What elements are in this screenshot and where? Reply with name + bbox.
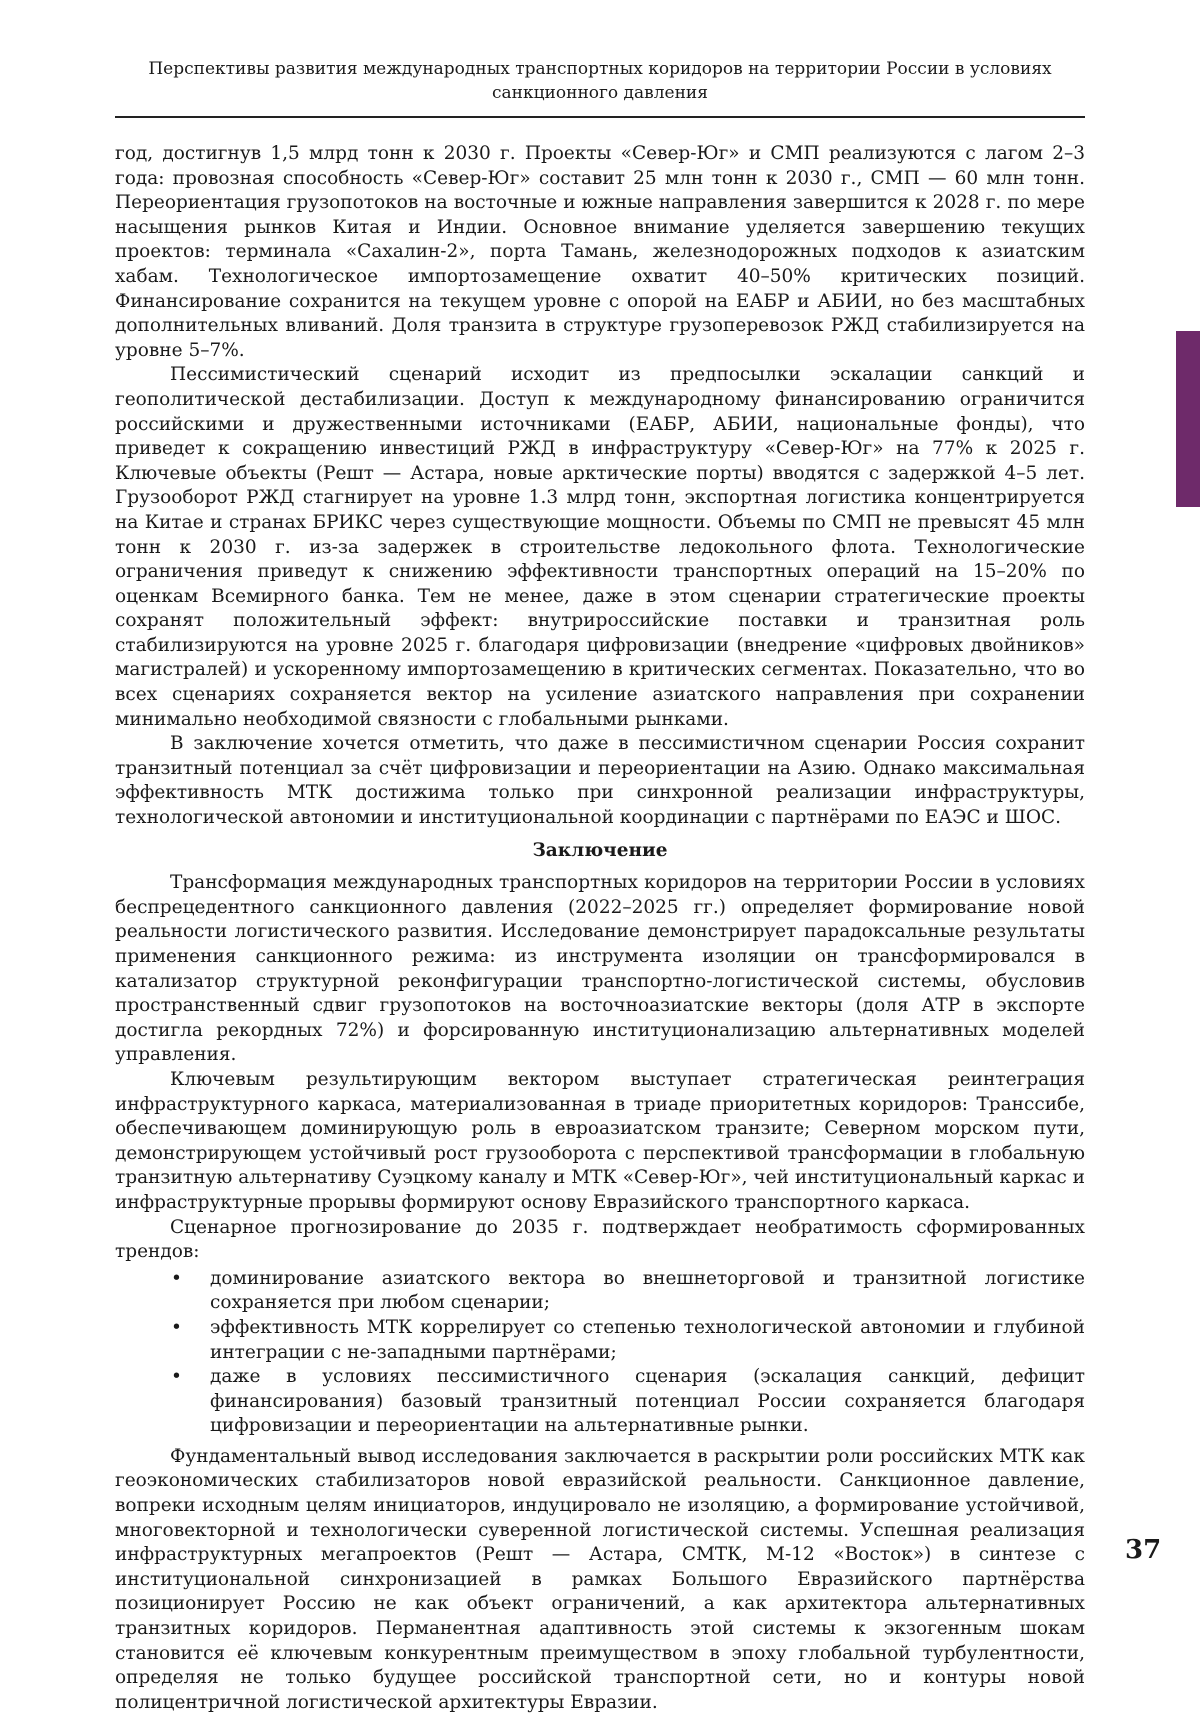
section-side-tab — [1176, 331, 1200, 507]
trend-list — [115, 1267, 1085, 1439]
running-header-line-1: Перспективы развития международных транспортных коридоров на территории России в условиях — [115, 57, 1085, 81]
paragraph-conclusion-2: Ключевым результирующим вектором выступает стратегическая реинтеграция инфраструктурного каркаса, материализованная в триаде приоритетных коридоров: Транссибе, обеспечивающем доминирующую роль в евроазиатском транзите; Северном морском пути, демонстрирующем устойчивый рост грузооборота с перспективой трансформации в глобальную транзитную альтернативу Суэцкому каналу и МТК «Север-Юг», чей институциональный каркас и инфраструктурные прорывы формируют основу Евразийского транспортного каркаса. — [115, 1068, 1085, 1216]
paragraph-conclusion-final: Фундаментальный вывод исследования заключается в раскрытии роли российских МТК как геоэкономических стабилизаторов новой евразийской реальности. Санкционное давление, вопреки исходным целям инициаторов, индуцировало не изоляцию, а формирование устойчивой, многовекторной и технологически суверенной логистической системы. Успешная реализация инфраструктурных мегапроектов (Решт — Астара, СМТК, М-12 «Восток») в синтезе с институциональной синхронизацией в рамках Большого Евразийского партнёрства позиционирует Россию не как объект ограничений, а как архитектора альтернативных транзитных коридоров. Перманентная адаптивность этой системы к экзогенным шокам становится её ключевым конкурентным преимуществом в эпоху глобальной турбулентности, определяя не только будущее российской транспортной сети, но и контуры новой полицентричной логистической архитектуры Евразии. — [115, 1445, 1085, 1715]
journal-page — [0, 0, 1200, 1697]
bullet-icon: • — [171, 1267, 182, 1292]
bullet-icon: • — [171, 1316, 182, 1341]
list-item: • эффективность МТК коррелирует со степенью технологической автономии и глубиной интеграции с не-западными партнёрами; — [115, 1316, 1085, 1365]
paragraph-conclusion-3: Сценарное прогнозирование до 2035 г. подтверждает необратимость сформированных трендов: — [115, 1216, 1085, 1265]
running-header — [115, 57, 1085, 105]
bullet-icon: • — [171, 1365, 182, 1390]
running-header-line-2: санкционного давления — [115, 81, 1085, 105]
paragraph-closing-remark: В заключение хочется отметить, что даже в пессимистичном сценарии Россия сохранит транзитный потенциал за счёт цифровизации и переориентации на Азию. Однако максимальная эффективность МТК достижима только при синхронной реализации инфраструктуры, технологической автономии и институциональной координации с партнёрами по ЕАЭС и ШОС. — [115, 732, 1085, 830]
paragraph-pessimistic-scenario: Пессимистический сценарий исходит из предпосылки эскалации санкций и геополитической дестабилизации. Доступ к международному финансированию ограничится российскими и дружественными источниками (ЕАБР, АБИИ, национальные фонды), что приведет к сокращению инвестиций РЖД в инфраструктуру «Север-Юг» на 77% к 2025 г. Ключевые объекты (Решт — Астара, новые арктические порты) вводятся с задержкой 4–5 лет. Грузооборот РЖД стагнирует на уровне 1.3 млрд тонн, экспортная логистика концентрируется на Китае и странах БРИКС через существующие мощности. Объемы по СМП не превысят 45 млн тонн к 2030 г. из-за задержек в строительстве ледокольного флота. Технологические ограничения приведут к снижению эффективности транспортных операций на 15–20% по оценкам Всемирного банка. Тем не менее, даже в этом сценарии стратегические проекты сохранят положительный эффект: внутрироссийские поставки и транзитная роль стабилизируются на уровне 2025 г. благодаря цифровизации (внедрение «цифровых двойников» магистралей) и ускоренному импортозамещению в критических сегментах. Показательно, что во всех сценариях сохраняется вектор на усиление азиатского направления при сохранении минимально необходимой связности с глобальными рынками. — [115, 363, 1085, 732]
section-title-conclusion: Заключение — [115, 839, 1085, 864]
paragraph-baseline-scenario-end: год, достигнув 1,5 млрд тонн к 2030 г. Проекты «Север-Юг» и СМП реализуются с лагом 2–3 года: провозная способность «Север-Юг» составит 25 млн тонн к 2030 г., СМП — 60 млн тонн. Переориентация грузопотоков на восточные и южные направления завершится к 2028 г. по мере насыщения рынков Китая и Индии. Основное внимание уделяется завершению текущих проектов: терминала «Сахалин-2», порта Тамань, железнодорожных подходов к азиатским хабам. Технологическое импортозамещение охватит 40–50% критических позиций. Финансирование сохранится на текущем уровне с опорой на ЕАБР и АБИИ, но без масштабных дополнительных вливаний. Доля транзита в структуре грузоперевозок РЖД стабилизируется на уровне 5–7%. — [115, 142, 1085, 363]
article-body — [115, 142, 1085, 1715]
list-item: • даже в условиях пессимистичного сценария (эскалация санкций, дефицит финансирования) базовый транзитный потенциал России сохраняется благодаря цифровизации и переориентации на альтернативные рынки. — [115, 1365, 1085, 1439]
page-number: 37 — [1125, 1535, 1161, 1565]
paragraph-conclusion-1: Трансформация международных транспортных коридоров на территории России в условиях беспрецедентного санкционного давления (2022–2025 гг.) определяет формирование новой реальности логистического развития. Исследование демонстрирует парадоксальные результаты применения санкционного режима: из инструмента изоляции он трансформировался в катализатор структурной реконфигурации транспортно-логистической системы, обусловив пространственный сдвиг грузопотоков на восточноазиатские векторы (доля АТР в экспорте достигла рекордных 72%) и форсированную институционализацию альтернативных моделей управления. — [115, 871, 1085, 1068]
list-item: • доминирование азиатского вектора во внешнеторговой и транзитной логистике сохраняется при любом сценарии; — [115, 1267, 1085, 1316]
header-rule — [115, 116, 1085, 118]
